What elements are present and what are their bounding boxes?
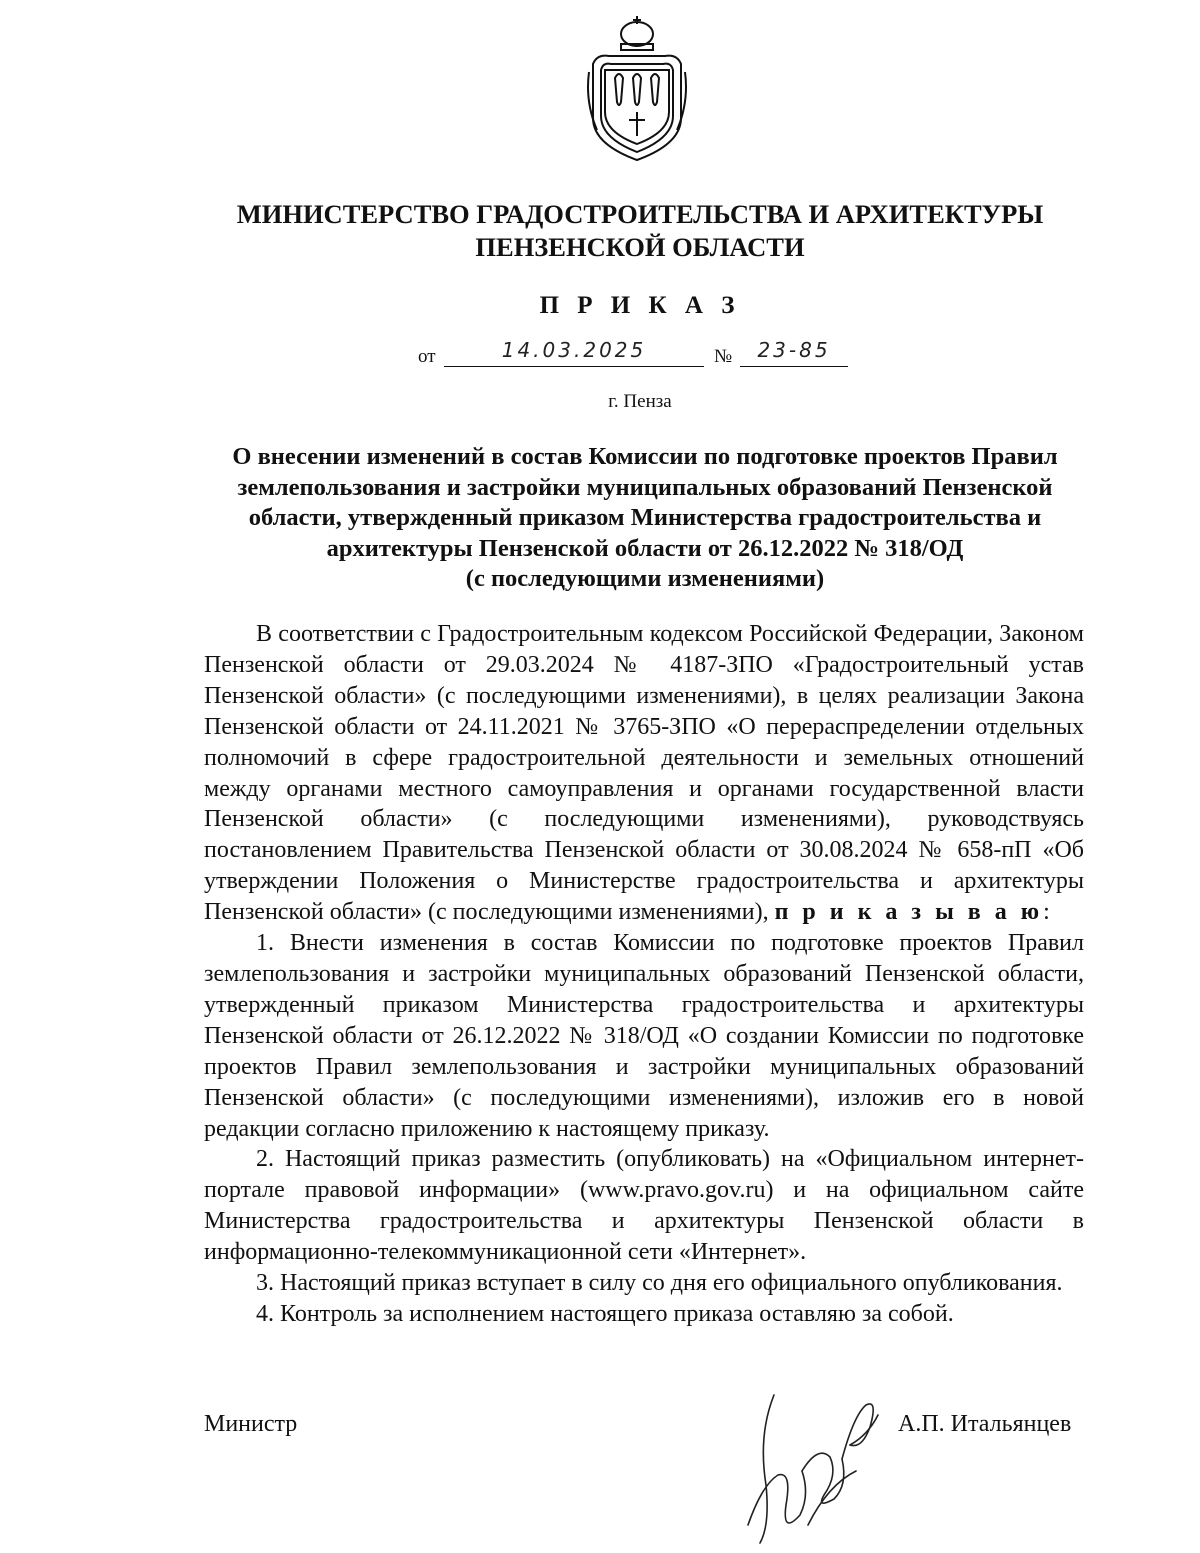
order-subject — [190, 442, 1100, 595]
order-word: п р и к а з ы в а ю — [774, 899, 1044, 926]
subject-line-4: архитектуры Пензенской области от 26.12.2022 № 318/ОД — [326, 534, 964, 562]
number-label: № — [714, 346, 733, 367]
subject-line-3: области, утвержденный приказом Министерства градостроительства и — [248, 504, 1042, 531]
item-3: 3. Настоящий приказ вступает в силу со дня его официального опубликования. — [256, 1270, 1063, 1297]
ministry-line-2: ПЕНЗЕНСКОЙ ОБЛАСТИ — [475, 232, 805, 262]
order-number: 23-85 — [740, 338, 848, 367]
order-title: П Р И К А З — [539, 292, 741, 319]
date-label: от — [418, 346, 436, 367]
order-date: 14.03.2025 — [444, 338, 704, 367]
ministry-line-1: МИНИСТЕРСТВО ГРАДОСТРОИТЕЛЬСТВА И АРХИТЕКТУРЫ — [236, 199, 1044, 229]
preamble-text: В соответствии с Градостроительным кодексом Российской Федерации, Законом Пензенской области от 29.03.2024 № 4187-ЗПО «Градостроительный устав Пензенской области» (с последующими изменениями), в целях реализации Закона Пензенской области от 24.11.2021 № 3765-ЗПО «О перераспределении отдельных полномочий в сфере градостроительной деятельности и земельных отношений между органами местного самоуправления и органами государственной власти Пензенской области» (с последующими изменениями), руководствуясь постановлением Правительства Пензенской области от 30.08.2024 № 658-пП «Об утверждении Положения о Министерстве градостроительства и архитектуры Пензенской области» (с последующими изменениями), — [204, 621, 1084, 926]
item-2: 2. Настоящий приказ разместить (опубликовать) на «Официальном интернет-портале правовой информации» (www.pravo.gov.ru) и на официальном сайте Министерства градостроительства и архитектуры Пензенской области в информационно-телекоммуникационной сети «Интернет». — [204, 1146, 1084, 1266]
subject-line-5: (с последующими изменениями) — [465, 565, 825, 592]
handwritten-signature-icon — [738, 1375, 888, 1545]
order-colon: : — [1043, 899, 1050, 926]
ministry-name — [100, 198, 1180, 264]
city: г. Пенза — [608, 391, 672, 412]
coat-of-arms-icon — [583, 12, 691, 164]
subject-line-1: О внесении изменений в состав Комиссии по подготовке проектов Правил — [232, 443, 1058, 470]
order-date-row — [418, 338, 858, 374]
signatory-position: Министр — [204, 1411, 298, 1437]
signatory-name: А.П. Итальянцев — [898, 1411, 1072, 1437]
preamble-paragraph — [204, 619, 1084, 928]
item-1: 1. Внести изменения в состав Комиссии по подготовке проектов Правил землепользования и застройки муниципальных образований Пензенской области, утвержденный приказом Министерства градостроительства и архитектуры Пензенской области от 26.12.2022 № 318/ОД «О создании Комиссии по подготовке проектов Правил землепользования и застройки муниципальных образований Пензенской области» (с последующими изменениями), изложив его в новой редакции согласно приложению к настоящему приказу. — [204, 930, 1084, 1142]
subject-line-2: землепользования и застройки муниципальных образований Пензенской — [237, 473, 1053, 501]
item-4: 4. Контроль за исполнением настоящего приказа оставляю за собой. — [256, 1300, 954, 1327]
order-body — [204, 619, 1084, 1330]
